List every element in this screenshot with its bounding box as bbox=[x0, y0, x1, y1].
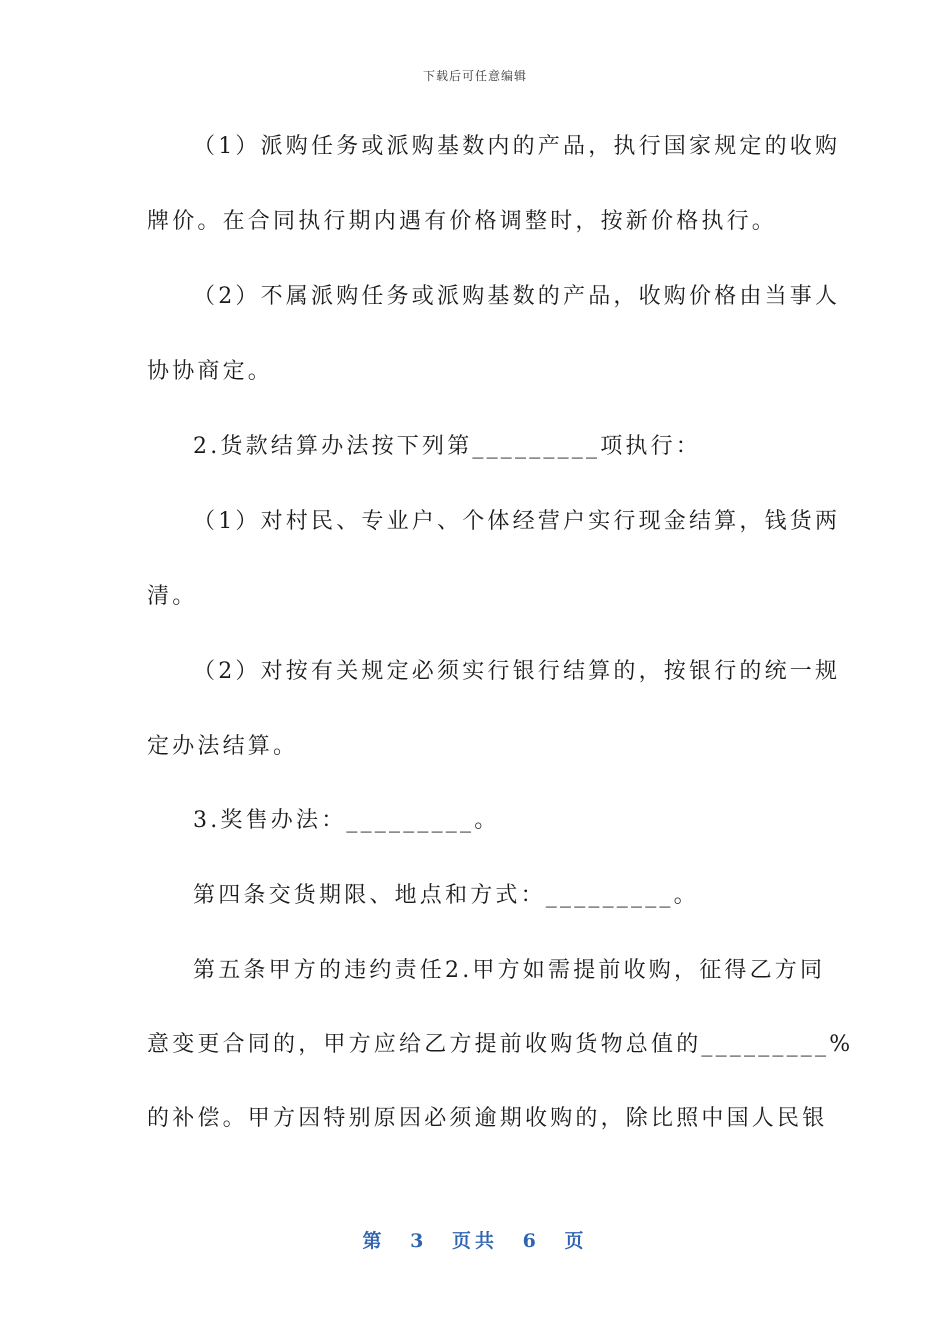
paragraph-line: 意变更合同的，甲方应给乙方提前收购货物总值的_________% bbox=[147, 1032, 854, 1057]
paragraph-line: 牌价。在合同执行期内遇有价格调整时，按新价格执行。 bbox=[147, 209, 778, 234]
paragraph-line: 2.货款结算办法按下列第_________项执行： bbox=[193, 434, 701, 459]
header-note: 下载后可任意编辑 bbox=[422, 69, 527, 83]
paragraph-line: 3.奖售办法：_________。 bbox=[193, 808, 500, 833]
page-number: 第 3 页共 6 页 bbox=[362, 1230, 588, 1252]
paragraph-line: 的补偿。甲方因特别原因必须逾期收购的，除比照中国人民银 bbox=[147, 1106, 828, 1131]
paragraph-line: （2）不属派购任务或派购基数的产品，收购价格由当事人 bbox=[193, 284, 841, 309]
paragraph-line: （1）派购任务或派购基数内的产品，执行国家规定的收购 bbox=[193, 134, 841, 159]
paragraph-line: 第五条甲方的违约责任2.甲方如需提前收购，征得乙方同 bbox=[193, 958, 826, 983]
paragraph-line: 清。 bbox=[147, 584, 198, 609]
paragraph-line: 定办法结算。 bbox=[147, 734, 299, 759]
paragraph-line: （2）对按有关规定必须实行银行结算的，按银行的统一规 bbox=[193, 659, 841, 684]
paragraph-line: 第四条交货期限、地点和方式：_________。 bbox=[193, 883, 699, 908]
paragraph-line: 协协商定。 bbox=[147, 359, 274, 384]
paragraph-line: （1）对村民、专业户、个体经营户实行现金结算，钱货两 bbox=[193, 509, 841, 534]
